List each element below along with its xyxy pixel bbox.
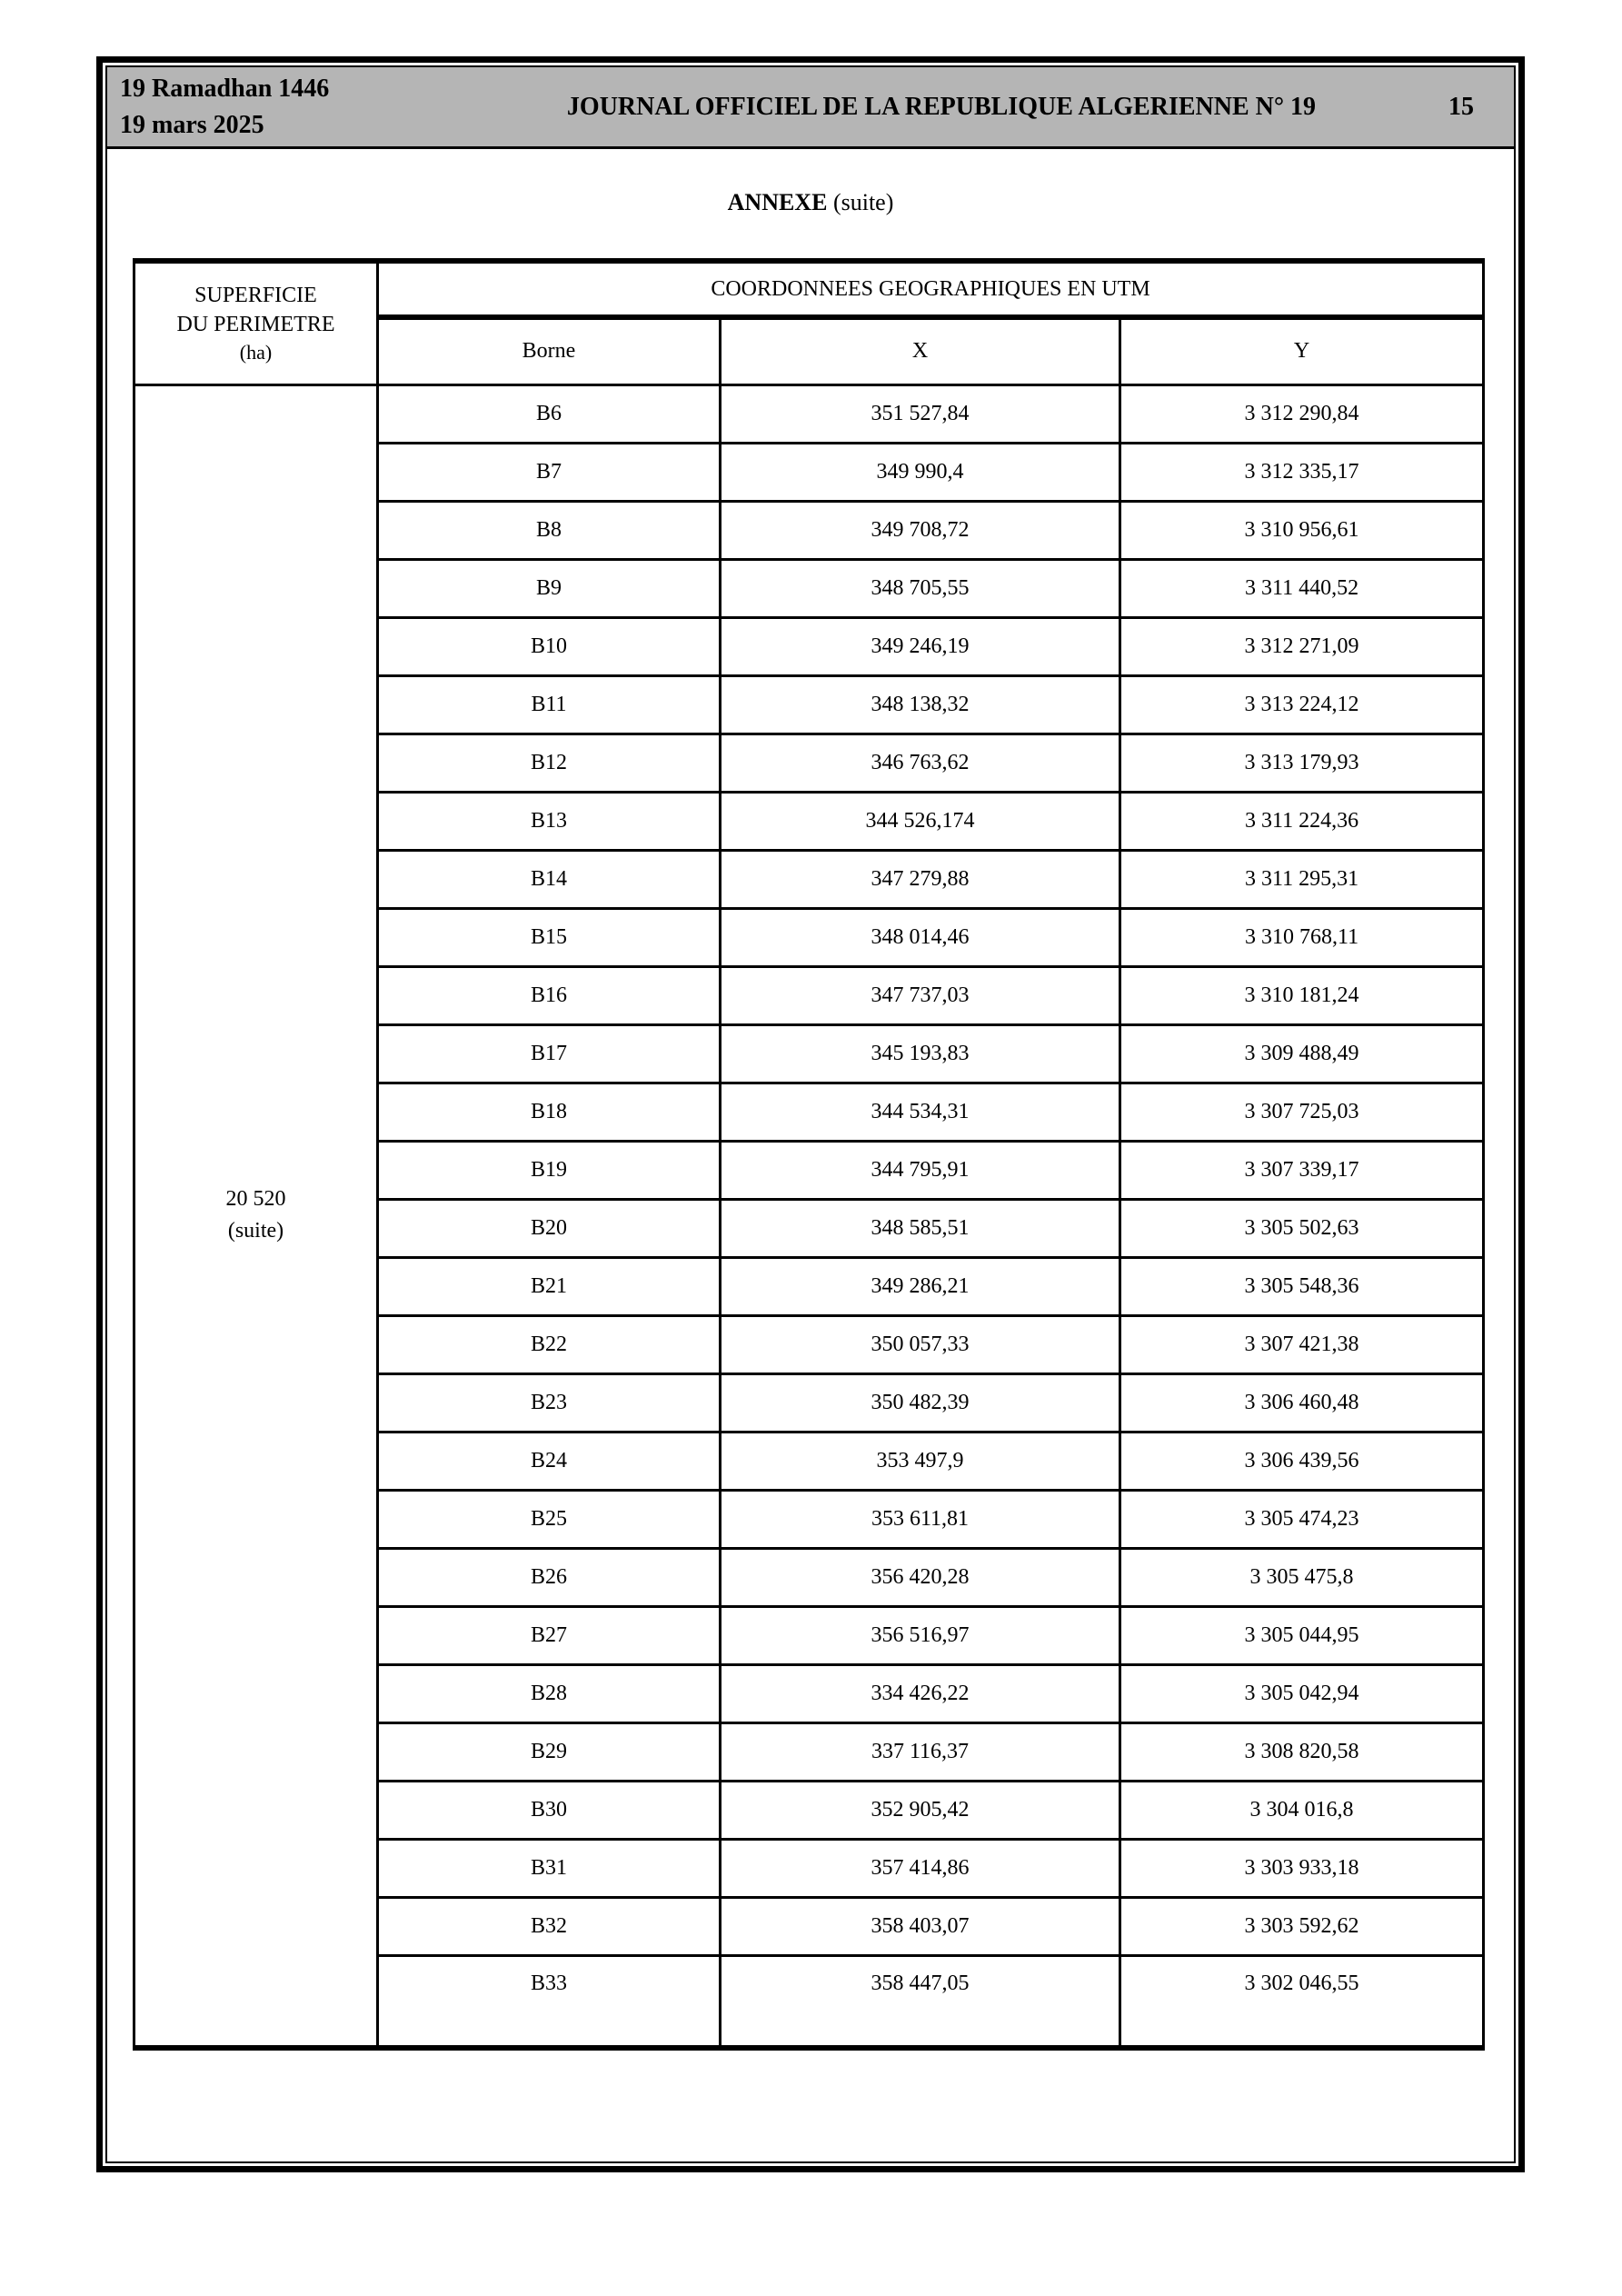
cell-borne: B14 (378, 850, 721, 908)
cell-y: 3 313 224,12 (1120, 675, 1484, 734)
cell-x: 353 497,9 (721, 1432, 1120, 1490)
cell-borne: B7 (378, 443, 721, 501)
cell-x: 356 516,97 (721, 1606, 1120, 1664)
journal-title: JOURNAL OFFICIEL DE LA REPUBLIQUE ALGERIENNE N° 19 (566, 92, 1317, 121)
cell-x: 345 193,83 (721, 1024, 1120, 1083)
annexe-title (107, 189, 1514, 216)
cell-borne: B9 (378, 559, 721, 617)
cell-y: 3 306 460,48 (1120, 1373, 1484, 1432)
cell-borne: B27 (378, 1606, 721, 1664)
cell-borne: B20 (378, 1199, 721, 1257)
cell-y: 3 310 181,24 (1120, 966, 1484, 1024)
cell-x: 349 990,4 (721, 443, 1120, 501)
cell-x: 358 403,07 (721, 1897, 1120, 1955)
cell-x: 344 534,31 (721, 1083, 1120, 1141)
cell-borne: B10 (378, 617, 721, 675)
cell-x: 348 705,55 (721, 559, 1120, 617)
cell-x: 352 905,42 (721, 1781, 1120, 1839)
superficie-suffix: (suite) (227, 1219, 284, 1243)
superficie-value-cell (134, 384, 378, 2048)
superficie-column-header (134, 261, 378, 384)
cell-borne: B28 (378, 1664, 721, 1722)
page-frame (96, 56, 1525, 2172)
column-header-borne: Borne (378, 317, 721, 384)
cell-borne: B18 (378, 1083, 721, 1141)
cell-borne: B16 (378, 966, 721, 1024)
cell-y: 3 305 474,23 (1120, 1490, 1484, 1548)
cell-y: 3 305 042,94 (1120, 1664, 1484, 1722)
date-gregorian: 19 mars 2025 (120, 110, 264, 139)
cell-borne: B21 (378, 1257, 721, 1315)
cell-borne: B23 (378, 1373, 721, 1432)
cell-y: 3 311 295,31 (1120, 850, 1484, 908)
cell-y: 3 310 956,61 (1120, 501, 1484, 559)
cell-y: 3 302 046,55 (1120, 1955, 1484, 2048)
cell-borne: B12 (378, 734, 721, 792)
cell-x: 358 447,05 (721, 1955, 1120, 2048)
cell-borne: B17 (378, 1024, 721, 1083)
cell-y: 3 303 933,18 (1120, 1839, 1484, 1897)
superficie-value: 20 520 (225, 1187, 286, 1212)
column-header-y: Y (1120, 317, 1484, 384)
column-header-x: X (721, 317, 1120, 384)
cell-borne: B22 (378, 1315, 721, 1373)
superficie-header-unit: (ha) (239, 341, 273, 364)
cell-y: 3 310 768,11 (1120, 908, 1484, 966)
cell-y: 3 312 290,84 (1120, 384, 1484, 443)
cell-x: 348 138,32 (721, 675, 1120, 734)
page-frame-inner (105, 65, 1516, 2163)
page-number: 15 (1448, 92, 1474, 121)
cell-y: 3 309 488,49 (1120, 1024, 1484, 1083)
cell-borne: B30 (378, 1781, 721, 1839)
utm-span-header: COORDONNEES GEOGRAPHIQUES EN UTM (378, 261, 1484, 317)
cell-borne: B31 (378, 1839, 721, 1897)
coordinates-table-body (134, 384, 1484, 2048)
cell-x: 356 420,28 (721, 1548, 1120, 1606)
cell-y: 3 307 339,17 (1120, 1141, 1484, 1199)
cell-borne: B24 (378, 1432, 721, 1490)
cell-x: 357 414,86 (721, 1839, 1120, 1897)
cell-y: 3 311 440,52 (1120, 559, 1484, 617)
cell-borne: B26 (378, 1548, 721, 1606)
cell-y: 3 303 592,62 (1120, 1897, 1484, 1955)
cell-y: 3 305 502,63 (1120, 1199, 1484, 1257)
cell-borne: B33 (378, 1955, 721, 2048)
annexe-suffix: (suite) (827, 189, 894, 215)
cell-borne: B11 (378, 675, 721, 734)
annexe-word: ANNEXE (727, 189, 828, 215)
cell-borne: B29 (378, 1722, 721, 1781)
cell-borne: B32 (378, 1897, 721, 1955)
cell-y: 3 307 421,38 (1120, 1315, 1484, 1373)
superficie-header-line1: SUPERFICIE (194, 283, 317, 307)
cell-y: 3 308 820,58 (1120, 1722, 1484, 1781)
cell-y: 3 305 548,36 (1120, 1257, 1484, 1315)
cell-borne: B6 (378, 384, 721, 443)
cell-y: 3 312 271,09 (1120, 617, 1484, 675)
cell-x: 350 482,39 (721, 1373, 1120, 1432)
coordinates-table (133, 258, 1485, 2051)
cell-x: 347 737,03 (721, 966, 1120, 1024)
cell-x: 334 426,22 (721, 1664, 1120, 1722)
cell-borne: B19 (378, 1141, 721, 1199)
masthead-dates (107, 67, 434, 146)
cell-x: 349 246,19 (721, 617, 1120, 675)
cell-x: 348 585,51 (721, 1199, 1120, 1257)
cell-x: 344 795,91 (721, 1141, 1120, 1199)
superficie-header-line2: DU PERIMETRE (176, 312, 335, 336)
cell-x: 348 014,46 (721, 908, 1120, 966)
cell-borne: B13 (378, 792, 721, 850)
cell-x: 337 116,37 (721, 1722, 1120, 1781)
cell-x: 349 708,72 (721, 501, 1120, 559)
cell-y: 3 311 224,36 (1120, 792, 1484, 850)
cell-y: 3 304 016,8 (1120, 1781, 1484, 1839)
cell-y: 3 307 725,03 (1120, 1083, 1484, 1141)
cell-x: 351 527,84 (721, 384, 1120, 443)
cell-x: 353 611,81 (721, 1490, 1120, 1548)
cell-y: 3 313 179,93 (1120, 734, 1484, 792)
cell-borne: B25 (378, 1490, 721, 1548)
table-row (134, 384, 1484, 443)
cell-x: 350 057,33 (721, 1315, 1120, 1373)
cell-x: 344 526,174 (721, 792, 1120, 850)
cell-y: 3 306 439,56 (1120, 1432, 1484, 1490)
cell-borne: B8 (378, 501, 721, 559)
cell-borne: B15 (378, 908, 721, 966)
date-hijri: 19 Ramadhan 1446 (120, 74, 330, 103)
cell-x: 346 763,62 (721, 734, 1120, 792)
masthead (107, 67, 1514, 149)
cell-x: 347 279,88 (721, 850, 1120, 908)
cell-y: 3 312 335,17 (1120, 443, 1484, 501)
coordinates-table-head (134, 261, 1484, 384)
cell-x: 349 286,21 (721, 1257, 1120, 1315)
cell-y: 3 305 044,95 (1120, 1606, 1484, 1664)
cell-y: 3 305 475,8 (1120, 1548, 1484, 1606)
